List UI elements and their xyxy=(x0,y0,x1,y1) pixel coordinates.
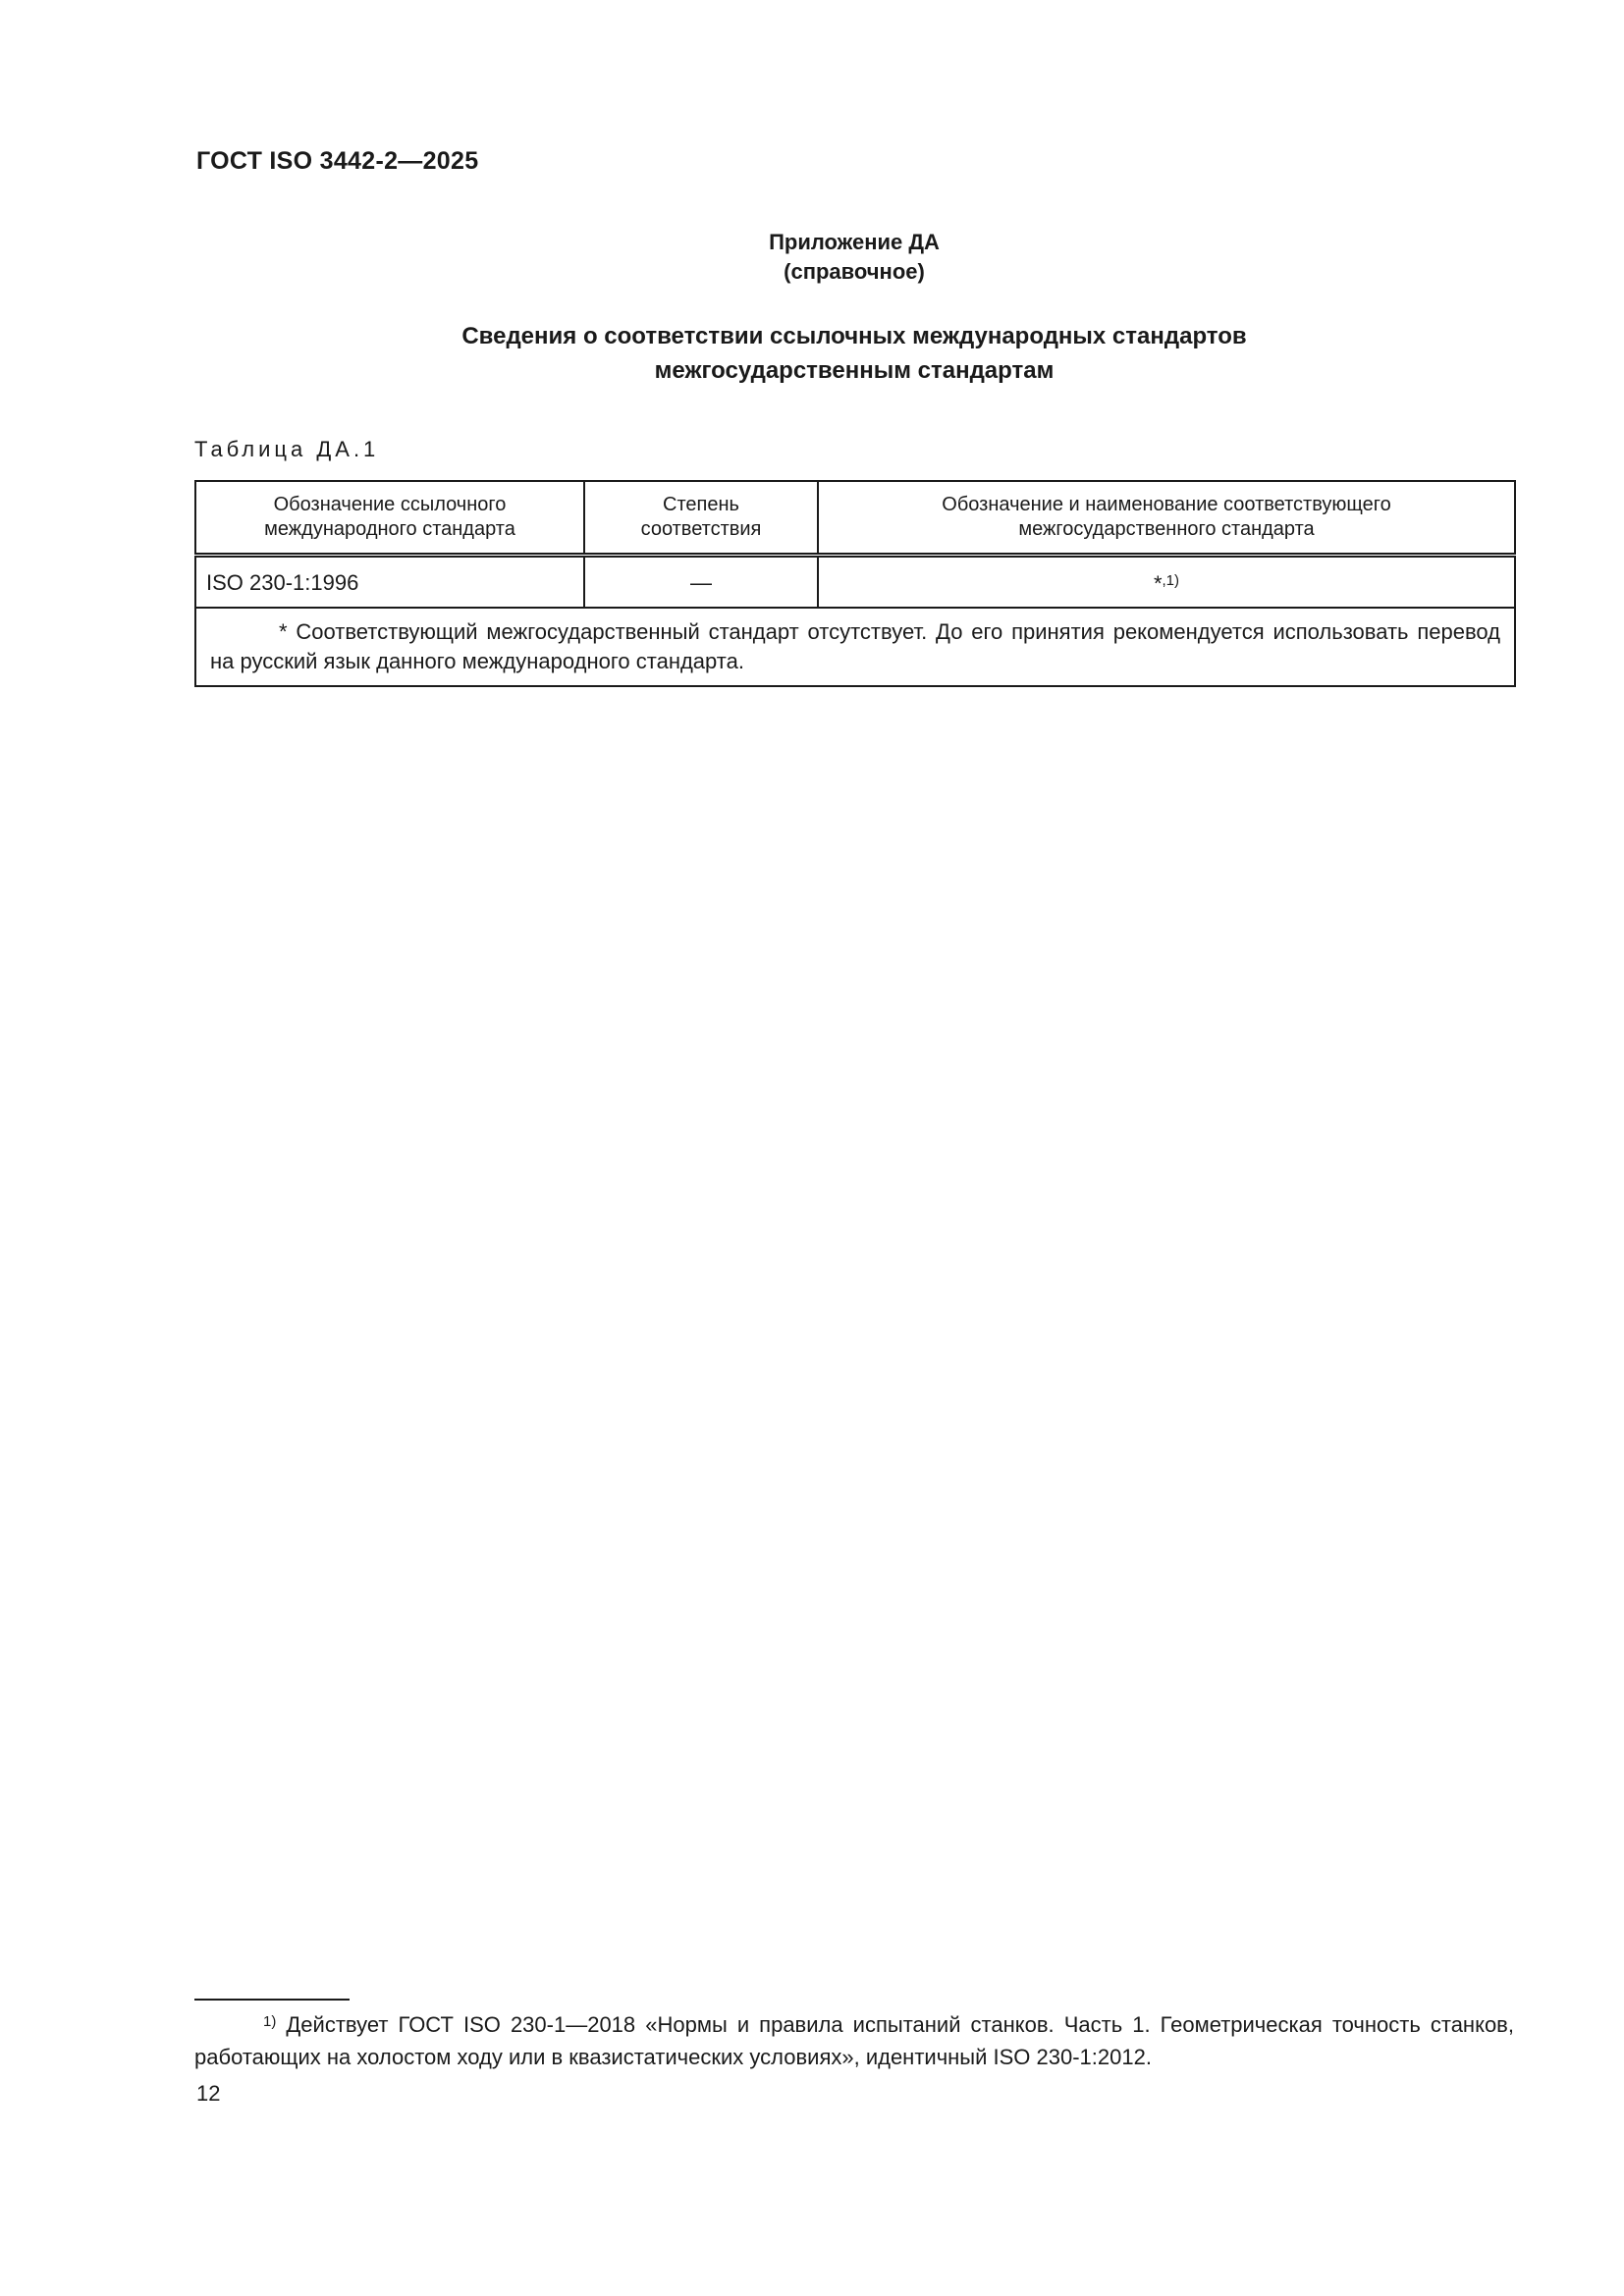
section-heading-line-1: Сведения о соответствии ссылочных международных стандартов xyxy=(461,323,1247,349)
table-note: * Соответствующий межгосударственный стандарт отсутствует. До его принятия рекомендуется использовать перевод на русский язык данного международного стандарта. xyxy=(195,608,1515,686)
column-header-interstate-standard xyxy=(818,481,1515,556)
section-heading xyxy=(196,319,1512,388)
page-number: 12 xyxy=(196,2081,221,2106)
cell-interstate-standard xyxy=(818,556,1515,609)
table-caption: Таблица ДА.1 xyxy=(194,437,380,461)
column-header-degree xyxy=(584,481,818,556)
document-code: ГОСТ ISO 3442-2—2025 xyxy=(196,147,479,175)
table-row xyxy=(195,556,1515,609)
column-header-line: международного стандарта xyxy=(264,518,515,540)
footnote-separator xyxy=(194,1999,350,2001)
section-heading-line-2: межгосударственным стандартам xyxy=(654,357,1055,384)
cell-reference-standard: ISO 230-1:1996 xyxy=(195,556,584,609)
cell-degree: — xyxy=(584,556,818,609)
column-header-line: Обозначение ссылочного xyxy=(273,494,507,515)
table-note-row xyxy=(195,608,1515,686)
column-header-line: соответствия xyxy=(640,518,762,540)
footnote-marker: 1) xyxy=(263,2013,277,2030)
column-header-line: Степень xyxy=(663,494,739,515)
annex-type: (справочное) xyxy=(784,259,925,284)
footnote-ref-marker: ,1) xyxy=(1162,572,1180,589)
annex-title: Приложение ДА xyxy=(769,230,940,254)
footnote xyxy=(194,2005,1514,2073)
cell-interstate-asterisk: * xyxy=(1153,571,1163,596)
column-header-reference-standard xyxy=(195,481,584,556)
footnote-text: Действует ГОСТ ISO 230-1—2018 «Нормы и правила испытаний станков. Часть 1. Геометрическая точность станков, работающих на холостом ходу или в квазистатических условиях», идентичный ISO 230-1:2012. xyxy=(194,2012,1514,2069)
correspondence-table xyxy=(194,480,1516,687)
column-header-line: межгосударственного стандарта xyxy=(1018,518,1315,540)
column-header-line: Обозначение и наименование соответствующего xyxy=(942,494,1391,515)
table-header-row xyxy=(195,481,1515,556)
